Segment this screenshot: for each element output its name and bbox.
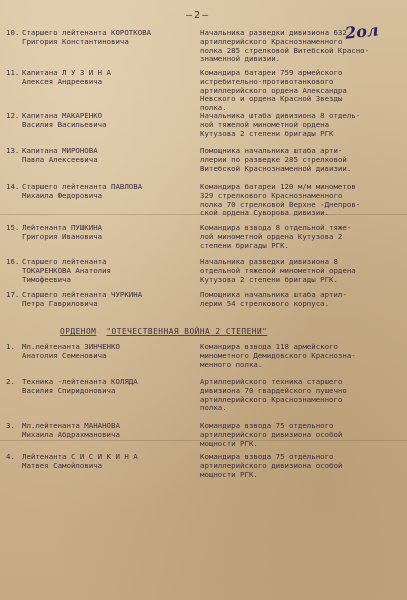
entry-person-name: Старшего лейтенанта ТОКАРЕНКОВА Анатолия Тимофеевича [22,257,111,284]
handwritten-mark: 2ол [344,20,380,43]
entry-number: 1. [6,342,15,351]
entry-number: 15. [6,223,20,232]
entry-position-description: Артиллерийского техника старшего дивизиона 70 гвардейского пушечно артиллерийского Краснознаменного полка. [200,377,347,413]
entry-person-name: Старшего лейтенанта КОРОТКОВА Григория Константиновича [22,28,152,46]
section-title [60,327,277,336]
entry-person-name: Капитана Л У З И Н А Алексея Андреевича [22,68,111,86]
entry-position-description: Командира взвода 75 отдельного артиллерийского дивизиона особой мощности РГК. [200,452,343,479]
entry-position-description: Командира взвода 75 отдельного артиллерийского дивизиона особой мощности РГК. [200,421,343,448]
entry-position-description: Командира взвода 118 армейского минометного Демидовского Краснозна- менного полка. [200,342,356,369]
page-number: — 2 — [186,10,210,21]
entry-position-description: Командира батареи 120 м/м минометов 329 стрелкового Краснознаменного полка 70 стрелковой Верхне -Днепров- ской ордена Суворова дивизии. [200,182,361,218]
entry-person-name: Техника -лейтенанта КОЛЯДА Василия Спиридоновича [22,377,138,395]
entry-number: 12. [6,111,20,120]
entry-position-description: Начальника разведки дивизиона 8 отдельной тяжелой минометной ордена Кутузова 2 степени бригады РГК. [200,257,356,284]
entry-number: 11. [6,68,20,77]
section-order-name: "ОТЕЧЕСТВЕННАЯ ВОЙНА 2 СТЕПЕНИ" [106,327,268,336]
entry-number: 14. [6,182,20,191]
section-order-word: ОРДЕНОМ [60,327,97,336]
entry-number: 10. [6,28,20,37]
entry-person-name: Капитана МИРОНОВА Павла Алексеевича [22,146,98,164]
entry-number: 3. [6,421,15,430]
entry-position-description: Помощника начальника штаба артил- лерии 54 стрелкового корпуса. [200,290,347,308]
entry-person-name: Старшего лейтенанта ПАВЛОВА Михаила Федоровича [22,182,143,200]
entry-position-description: Начальника штаба дивизиона 8 отдель- ной тяжелой минометной ордена Кутузова 2 степени бригады РГК [200,111,361,138]
entry-position-description: Командира взвода 8 отдельной тяже- лой минометной ордена Кутузова 2 степени бригады РГК. [200,223,352,250]
entry-person-name: Мл.лейтенанта МАНАНОВА Михаила Абдрахмановича [22,421,120,439]
entry-number: 13. [6,146,20,155]
entry-number: 17. [6,290,20,299]
entry-person-name: Лейтенанта ПУШКИНА Григория Ивановича [22,223,103,241]
entry-person-name: Старшего лейтенанта ЧУРКИНА Петра Гавриловича [22,290,143,308]
entry-person-name: Лейтенанта С И С И К И Н А Матвея Самойловича [22,452,138,470]
entry-number: 16. [6,257,20,266]
entry-number: 2. [6,377,15,386]
entry-position-description: Начальника разведки дивизиона 632 артиллерийского Краснознаменного полка 285 стрелковой Витебской Красно- знаменной дивизии. [200,28,370,64]
entry-person-name: Капитана МАКАРЕНКО Василия Васильевича [22,111,107,129]
entry-number: 4. [6,452,15,461]
entry-position-description: Помощника начальника штаба арти- ллерии по разведке 285 стрелковой Витебской Краснознаменной дивизии. [200,146,352,173]
entry-position-description: Командира батареи 759 армейского истребительно-противотанкового артиллерийского ордена Александра Невского и ордена Красной Звезды полка. [200,68,347,113]
entry-person-name: Мл.лейтенанта ЗИНЧЕНКО Анатолия Семеновича [22,342,120,360]
